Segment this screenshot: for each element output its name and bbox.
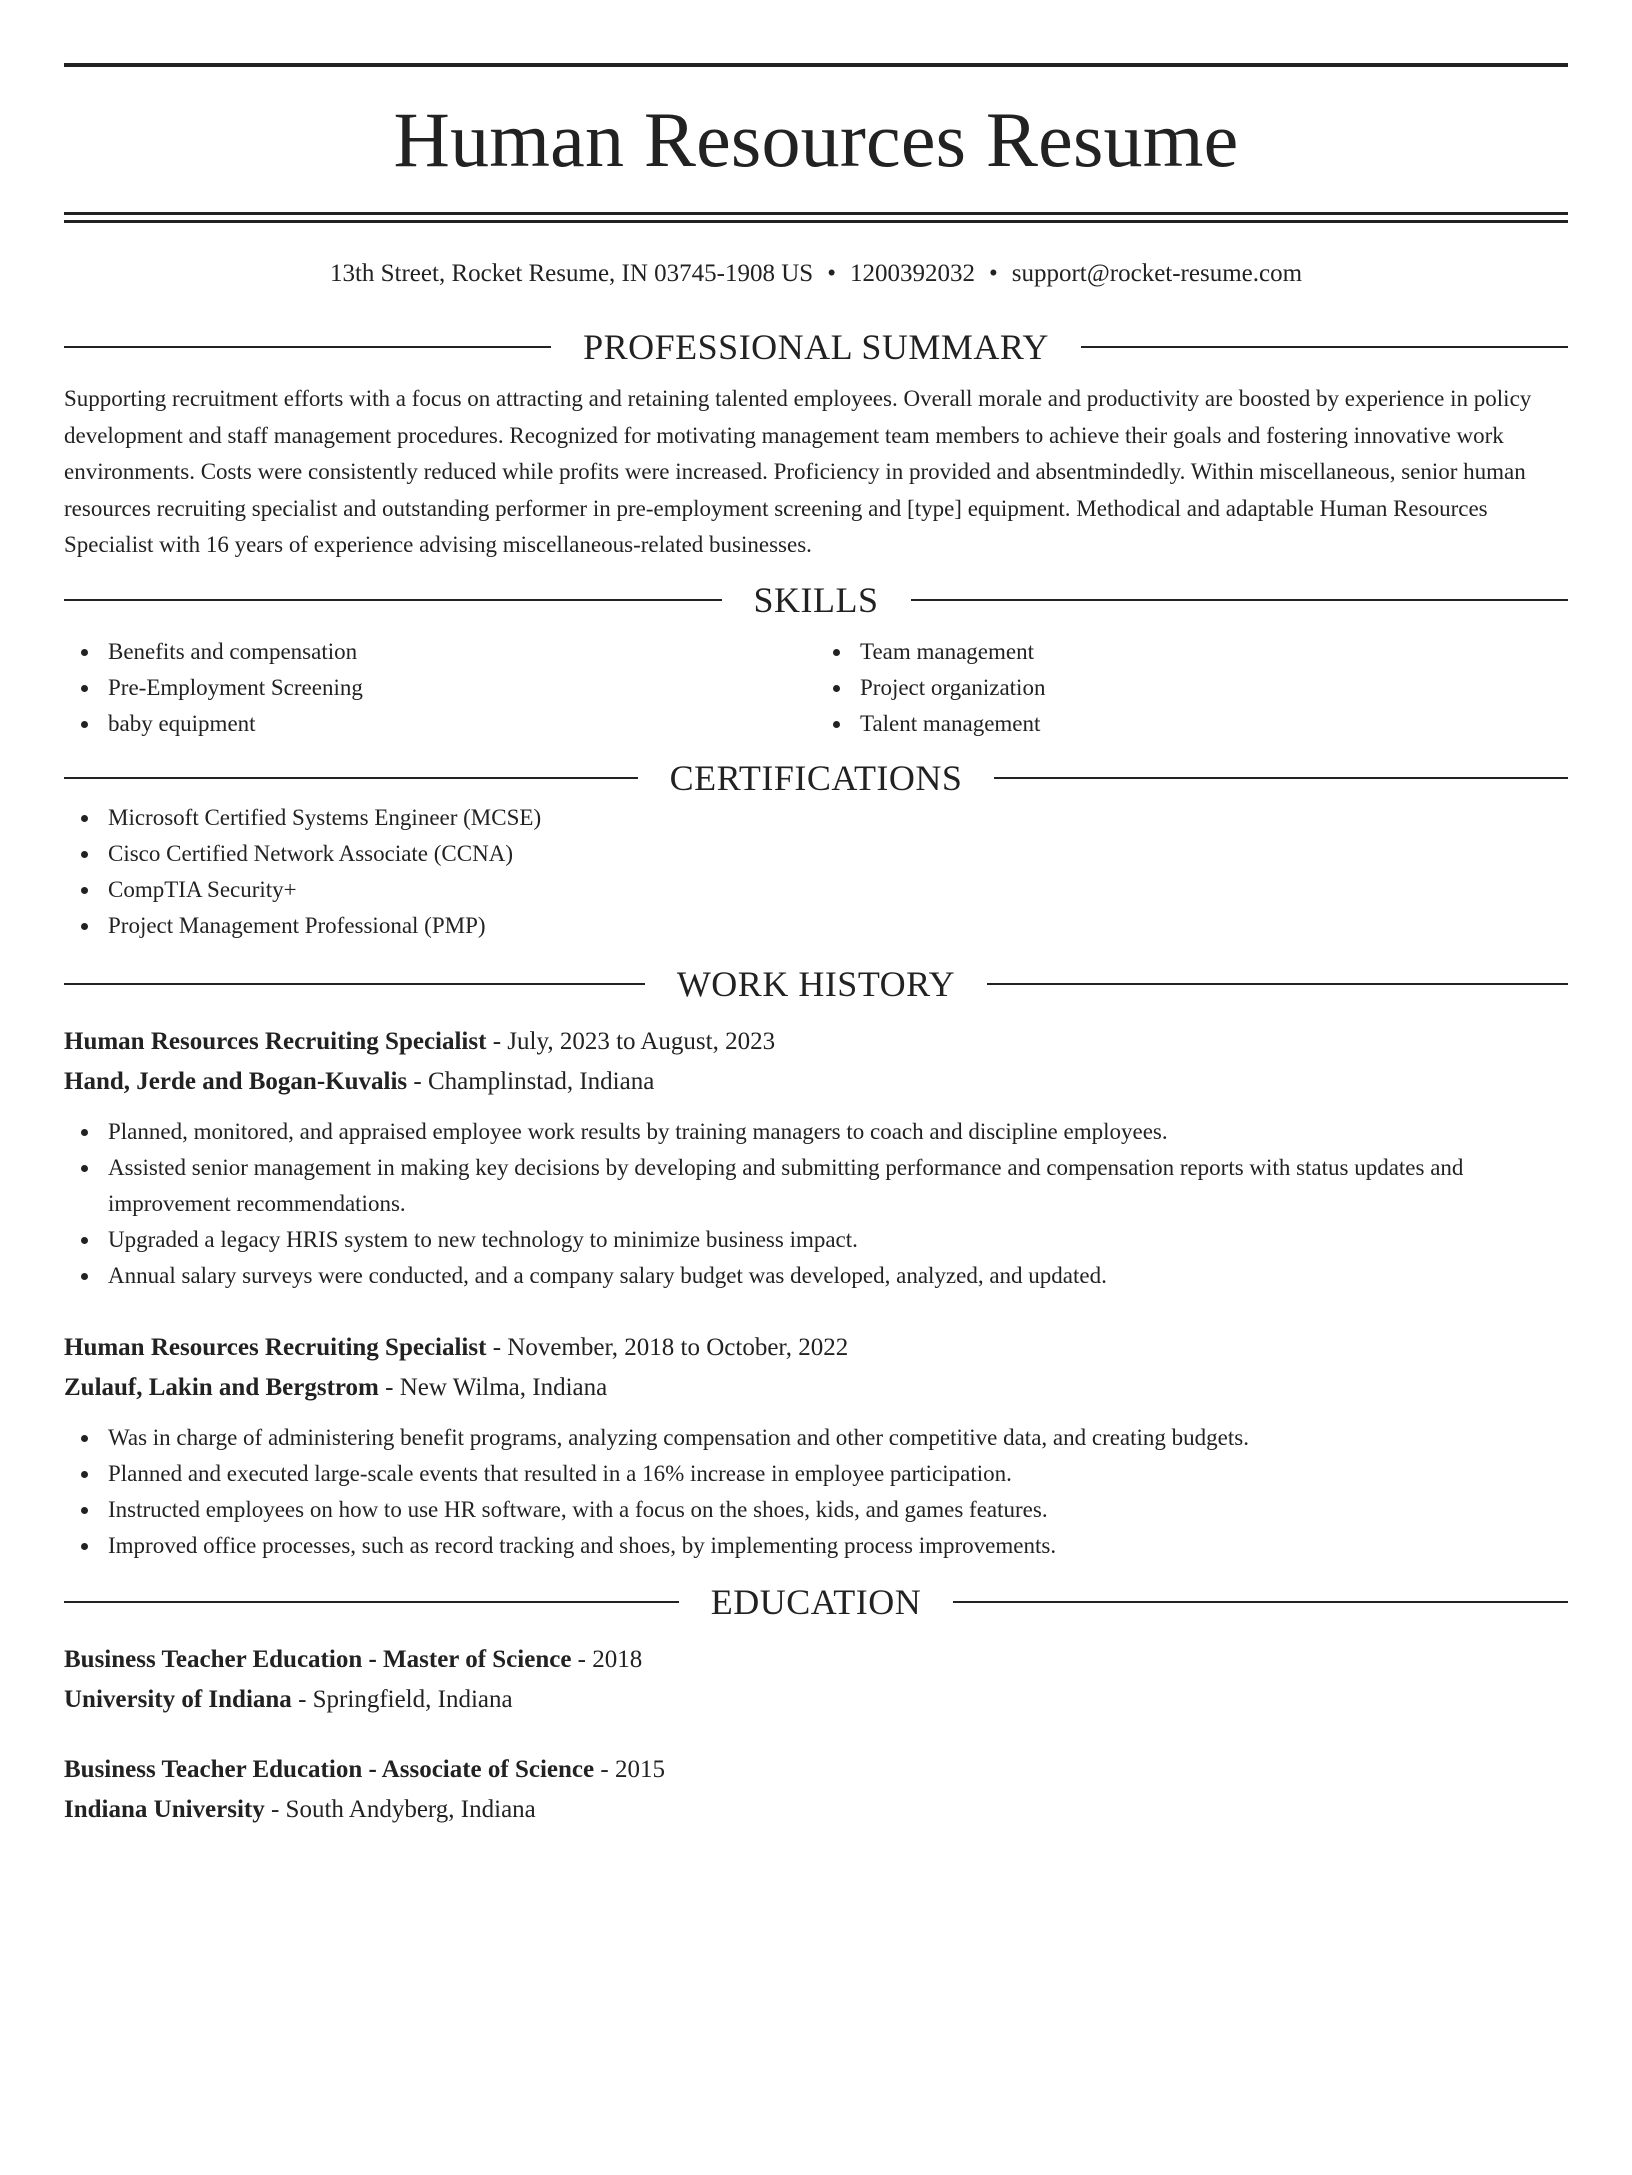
resume-page bbox=[0, 63, 1632, 2175]
job-location: - Champlinstad, Indiana bbox=[407, 1067, 655, 1095]
skill-item: Project organization bbox=[860, 670, 1568, 706]
education-year: - 2015 bbox=[594, 1755, 665, 1783]
job-bullet: Instructed employees on how to use HR software, with a focus on the shoes, kids, and games features. bbox=[108, 1492, 1568, 1528]
certification-item: Cisco Certified Network Associate (CCNA) bbox=[108, 836, 1568, 872]
education-location: - Springfield, Indiana bbox=[291, 1685, 513, 1713]
section-rule-left bbox=[64, 346, 551, 348]
professional-summary: Supporting recruitment efforts with a focus on attracting and retaining talented employees. Overall morale and productivity are boosted by experience in policy development and staff management procedures. Recognized for motivating management team members to achieve their goals and fostering innovative work environments. Costs were consistently reduced while profits were increased. Proficiency in provided and absentmindedly. Within miscellaneous, senior human resources recruiting specialist and outstanding performer in pre-employment screening and [type] equipment. Methodical and adaptable Human Resources Specialist with 16 years of experience advising miscellaneous-related businesses. bbox=[64, 386, 1532, 557]
job-entry bbox=[64, 1022, 1568, 1294]
job-bullet: Planned, monitored, and appraised employee work results by training managers to coach and discipline employees. bbox=[108, 1114, 1568, 1150]
education-year: - 2018 bbox=[571, 1645, 643, 1673]
section-title-skills: SKILLS bbox=[753, 579, 879, 620]
education-school: Indiana University bbox=[64, 1795, 265, 1823]
education-degree-line bbox=[64, 1750, 1568, 1790]
section-rule-right bbox=[994, 777, 1568, 779]
education-school-line bbox=[64, 1680, 1568, 1720]
job-location: - New Wilma, Indiana bbox=[378, 1373, 608, 1401]
skill-item: Pre-Employment Screening bbox=[108, 670, 816, 706]
job-bullets bbox=[64, 1420, 1568, 1564]
education-school: University of Indiana bbox=[64, 1685, 292, 1713]
section-header-skills bbox=[64, 578, 1568, 622]
job-company: Zulauf, Lakin and Bergstrom bbox=[64, 1373, 379, 1401]
job-title-line bbox=[64, 1328, 1568, 1368]
contact-address: 13th Street, Rocket Resume, IN 03745-1908 US bbox=[329, 260, 814, 287]
job-bullet: Was in charge of administering benefit programs, analyzing compensation and other competitive data, and creating budgets. bbox=[108, 1420, 1568, 1456]
certifications-list bbox=[64, 800, 1568, 944]
job-company-line bbox=[64, 1062, 1568, 1102]
job-title: Human Resources Recruiting Specialist bbox=[64, 1333, 487, 1361]
section-rule-left bbox=[64, 983, 645, 985]
job-entry bbox=[64, 1328, 1568, 1564]
section-title-summary: PROFESSIONAL SUMMARY bbox=[583, 327, 1049, 367]
skills-list-left bbox=[64, 634, 816, 742]
section-header-work-history bbox=[64, 962, 1568, 1006]
contact-separator: • bbox=[827, 260, 836, 287]
section-title-certifications: CERTIFICATIONS bbox=[669, 757, 963, 798]
job-company: Hand, Jerde and Bogan-Kuvalis bbox=[64, 1067, 408, 1095]
section-header-education bbox=[64, 1580, 1568, 1624]
contact-separator: • bbox=[988, 260, 998, 287]
section-header-certifications bbox=[64, 756, 1568, 800]
section-title-education: EDUCATION bbox=[710, 1581, 922, 1622]
section-rule-right bbox=[987, 983, 1568, 985]
skill-item: Benefits and compensation bbox=[108, 634, 816, 670]
job-company-line bbox=[64, 1368, 1568, 1408]
section-rule-right bbox=[911, 599, 1569, 601]
certification-item: CompTIA Security+ bbox=[108, 872, 1568, 908]
contact-line bbox=[64, 259, 1568, 289]
skills-grid bbox=[64, 634, 1568, 742]
education-degree-line bbox=[64, 1640, 1568, 1680]
job-bullet: Planned and executed large-scale events that resulted in a 16% increase in employee participation. bbox=[108, 1456, 1568, 1492]
section-rule-right bbox=[953, 1601, 1568, 1603]
job-dates: - July, 2023 to August, 2023 bbox=[486, 1027, 776, 1055]
certification-item: Microsoft Certified Systems Engineer (MCSE) bbox=[108, 800, 1568, 836]
job-bullet: Assisted senior management in making key decisions by developing and submitting performance and compensation reports with status updates and improvement recommendations. bbox=[108, 1150, 1568, 1222]
education-degree: Business Teacher Education - Associate of Science bbox=[64, 1755, 595, 1783]
certification-item: Project Management Professional (PMP) bbox=[108, 908, 1568, 944]
section-rule-left bbox=[64, 777, 638, 779]
skill-item: Talent management bbox=[860, 706, 1568, 742]
contact-phone: 1200392032 bbox=[849, 260, 975, 287]
education-location: - South Andyberg, Indiana bbox=[264, 1795, 536, 1823]
section-rule-left bbox=[64, 599, 722, 601]
skill-item: Team management bbox=[860, 634, 1568, 670]
section-rule-left bbox=[64, 1601, 679, 1603]
job-title-line bbox=[64, 1022, 1568, 1062]
skills-list-right bbox=[816, 634, 1568, 742]
job-dates: - November, 2018 to October, 2022 bbox=[486, 1333, 849, 1361]
contact-email: support@rocket-resume.com bbox=[1011, 260, 1303, 287]
education-degree: Business Teacher Education - Master of Science bbox=[64, 1645, 572, 1673]
job-bullet: Improved office processes, such as record tracking and shoes, by implementing process improvements. bbox=[108, 1528, 1568, 1564]
section-rule-right bbox=[1081, 346, 1568, 348]
job-title: Human Resources Recruiting Specialist bbox=[64, 1027, 487, 1055]
resume-title: Human Resources Resume bbox=[393, 96, 1239, 183]
job-bullet: Upgraded a legacy HRIS system to new technology to minimize business impact. bbox=[108, 1222, 1568, 1258]
section-title-work-history: WORK HISTORY bbox=[676, 963, 956, 1004]
section-header-summary bbox=[64, 325, 1568, 369]
education-entry bbox=[64, 1750, 1568, 1830]
job-bullets bbox=[64, 1114, 1568, 1294]
top-rule bbox=[64, 63, 1568, 67]
education-entry bbox=[64, 1640, 1568, 1720]
skill-item: baby equipment bbox=[108, 706, 816, 742]
title-double-rule bbox=[64, 212, 1568, 223]
job-bullet: Annual salary surveys were conducted, and a company salary budget was developed, analyzed, and updated. bbox=[108, 1258, 1568, 1294]
education-school-line bbox=[64, 1790, 1568, 1830]
